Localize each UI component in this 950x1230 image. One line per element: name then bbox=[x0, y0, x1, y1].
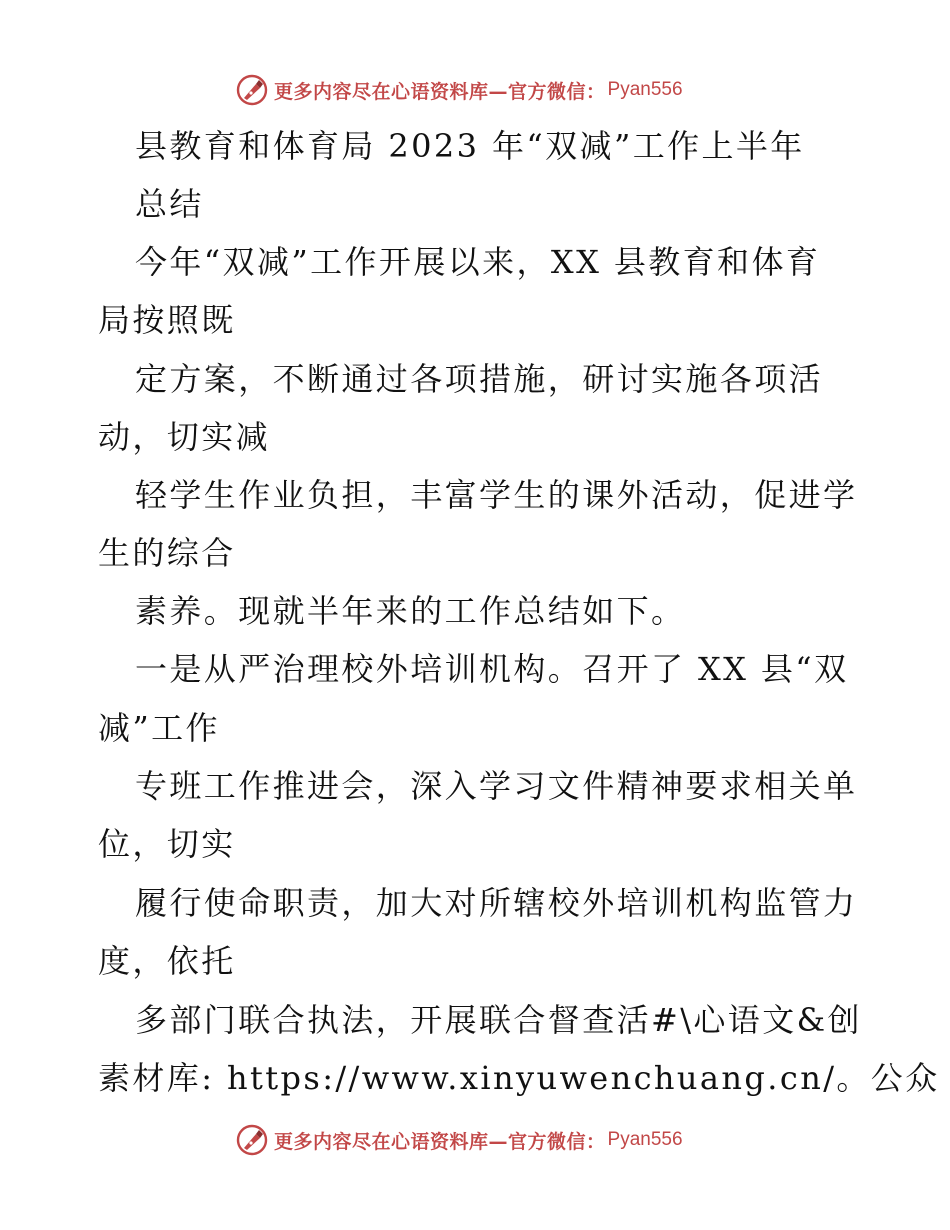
paragraph-line: 减”工作 bbox=[98, 709, 220, 747]
paragraph-line: 一是从严治理校外培训机构。召开了 XX 县“双 bbox=[135, 650, 849, 688]
banner-wechat-id: Pyan556 bbox=[607, 79, 683, 100]
paragraph-line: 素养。现就半年来的工作总结如下。 bbox=[135, 592, 686, 630]
banner-wechat-id: Pyan556 bbox=[607, 1129, 683, 1150]
paragraph-line-url: 素材库: https://www.xinyuwenchuang.cn/。公众 bbox=[98, 1059, 940, 1097]
banner-text: 更多内容尽在心语资料库—官方微信： bbox=[274, 1130, 606, 1153]
paragraph-line: 动，切实减 bbox=[98, 418, 271, 456]
paragraph-line: 履行使命职责，加大对所辖校外培训机构监管力 bbox=[135, 884, 858, 922]
paragraph-line: 度，依托 bbox=[98, 942, 236, 980]
paragraph-line: 生的综合 bbox=[98, 534, 236, 572]
paragraph-line: 局按照既 bbox=[98, 301, 236, 339]
paragraph-line: 今年“双减”工作开展以来，XX 县教育和体育 bbox=[135, 243, 821, 281]
paragraph-line: 定方案，不断通过各项措施，研讨实施各项活 bbox=[135, 360, 824, 398]
pen-nib-logo-icon bbox=[236, 74, 268, 106]
paragraph-line: 专班工作推进会，深入学习文件精神要求相关单 bbox=[135, 767, 858, 805]
document-title-line-2: 总结 bbox=[135, 185, 204, 223]
paragraph-line: 多部门联合执法，开展联合督查活#\心语文&创 bbox=[135, 1001, 862, 1039]
document-title-line-1: 县教育和体育局 2023 年“双减”工作上半年 bbox=[135, 127, 805, 165]
header-banner bbox=[236, 73, 683, 107]
banner-text: 更多内容尽在心语资料库—官方微信： bbox=[274, 80, 606, 103]
pen-nib-logo-icon bbox=[236, 1124, 268, 1156]
footer-banner bbox=[236, 1123, 683, 1157]
paragraph-line: 位，切实 bbox=[98, 825, 236, 863]
paragraph-line: 轻学生作业负担，丰富学生的课外活动，促进学 bbox=[135, 476, 858, 514]
